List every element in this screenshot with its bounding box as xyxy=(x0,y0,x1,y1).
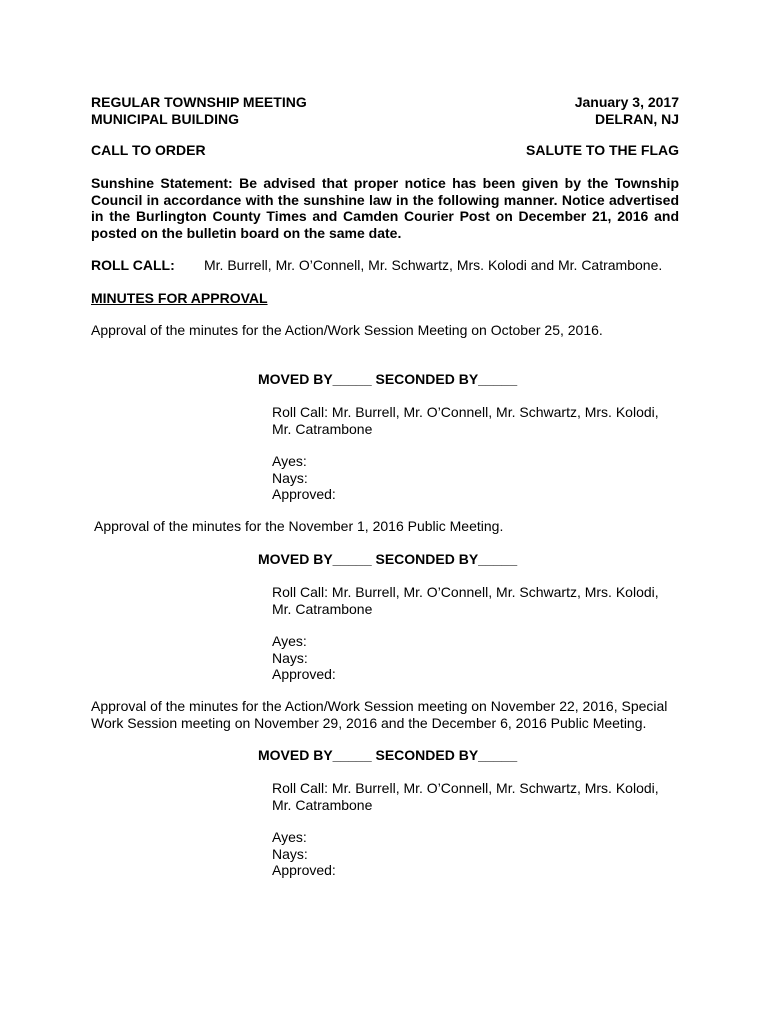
header-right xyxy=(575,94,679,127)
roll-call-line: Mr. Catrambone xyxy=(272,796,373,813)
header-left xyxy=(91,94,307,127)
sunshine-statement: Sunshine Statement: Be advised that proper notice has been given by the Township Council in accordance with the sunshine law in the following manner. Notice advertised in the Burlington County Times and Camden Courier Post on December 21, 2016 and posted on the bulletin board on the same date. xyxy=(91,175,679,241)
meeting-location: MUNICIPAL BUILDING xyxy=(91,110,240,127)
approval-item-2-text: Approval of the minutes for the November 1, 2016 Public Meeting. xyxy=(94,518,504,534)
approval-item-1-moved: MOVED BY_____ SECONDED BY_____ xyxy=(258,371,518,387)
approval-item-3-vote xyxy=(272,780,672,879)
ayes-label: Ayes: xyxy=(272,829,307,845)
roll-call-row xyxy=(91,257,679,274)
nays-label: Nays: xyxy=(272,469,308,486)
call-to-order: CALL TO ORDER xyxy=(91,142,206,158)
minutes-heading: MINUTES FOR APPROVAL xyxy=(91,290,268,306)
approval-item-2-moved: MOVED BY_____ SECONDED BY_____ xyxy=(258,551,518,567)
meeting-date: January 3, 2017 xyxy=(574,94,679,110)
approval-item-2-vote xyxy=(272,584,672,683)
approved-label: Approved: xyxy=(272,862,336,878)
nays-label: Nays: xyxy=(272,845,308,862)
approved-label: Approved: xyxy=(272,666,336,682)
roll-call-label: ROLL CALL: xyxy=(91,257,175,273)
meeting-town: DELRAN, NJ xyxy=(594,110,679,127)
ayes-label: Ayes: xyxy=(272,453,307,469)
roll-call-line: Roll Call: Mr. Burrell, Mr. O’Connell, Mr. Schwartz, Mrs. Kolodi, xyxy=(272,404,659,420)
approval-item-3-text: Approval of the minutes for the Action/Work Session meeting on November 22, 2016, Special Work Session meeting on November 29, 2016 and the December 6, 2016 Public Meeting. xyxy=(91,698,668,731)
approval-item-1-vote xyxy=(272,404,672,503)
header-row xyxy=(91,94,679,127)
nays-label: Nays: xyxy=(272,649,308,666)
roll-call-line: Mr. Catrambone xyxy=(272,600,373,617)
roll-call-line: Roll Call: Mr. Burrell, Mr. O’Connell, Mr. Schwartz, Mrs. Kolodi, xyxy=(272,780,659,796)
approved-label: Approved: xyxy=(272,486,336,502)
approval-item-1-text: Approval of the minutes for the Action/Work Session Meeting on October 25, 2016. xyxy=(91,322,603,338)
salute-to-flag: SALUTE TO THE FLAG xyxy=(526,142,679,158)
order-row xyxy=(91,142,679,159)
roll-call-members: Mr. Burrell, Mr. O’Connell, Mr. Schwartz, Mrs. Kolodi and Mr. Catrambone. xyxy=(204,257,663,273)
approval-item-3-moved: MOVED BY_____ SECONDED BY_____ xyxy=(258,747,518,763)
roll-call-line: Roll Call: Mr. Burrell, Mr. O’Connell, Mr. Schwartz, Mrs. Kolodi, xyxy=(272,584,659,600)
ayes-label: Ayes: xyxy=(272,633,307,649)
roll-call-line: Mr. Catrambone xyxy=(272,420,373,437)
meeting-type: REGULAR TOWNSHIP MEETING xyxy=(91,94,307,110)
